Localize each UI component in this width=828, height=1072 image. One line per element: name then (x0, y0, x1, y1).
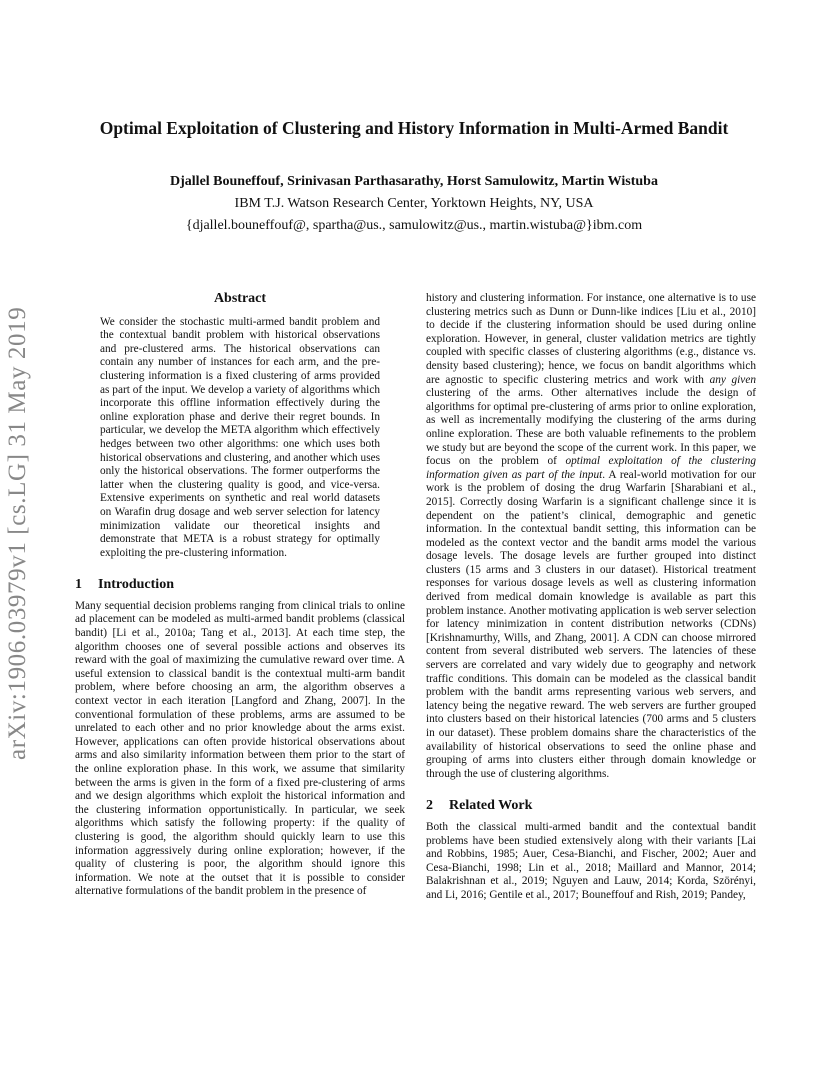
left-column (75, 292, 405, 899)
related-work-text: Both the classical multi-armed bandit and the contextual bandit problems have been studied extensively along with their variants [Lai and Robbins, 1985; Auer, Cesa-Bianchi, and Fischer, 2002; Auer and Cesa-Bianchi, 1998; Lin et al., 2018; Maillard and Mannor, 2014; Balakrishnan et al., 2019; Nguyen and Lauw, 2014; Korda, Szörényi, and Li, 2016; Gentile et al., 2017; Bouneffouf and Rish, 2019; Pandey, (426, 820, 756, 901)
abstract-text: We consider the stochastic multi-armed bandit problem and the contextual bandit problem with historical observations and pre-clustered arms. The historical observations can contain any number of instances for each arm, and the pre-clustering information is a fixed clustering of arms provided as part of the input. We develop a variety of algorithms which incorporate this offline information effectively during the online exploration phase and derive their regret bounds. In particular, we develop the META algorithm which effectively hedges between two other algorithms: one which uses both historical observations and clustering, and another which uses only the historical observations. The former outperforms the latter when the clustering quality is good, and vice-versa. Extensive experiments on synthetic and real world datasets on Warafin drug dosage and web server selection for latency minimization validate our theoretical insights and demonstrate that META is a robust strategy for optimally exploiting the pre-clustering information. (100, 315, 380, 559)
arxiv-stamp: arXiv:1906.03979v1 [cs.LG] 31 May 2019 (4, 306, 31, 760)
emphasis-text: any given (709, 373, 756, 386)
author-emails: {djallel.bouneffouf@, spartha@us., samulowitz@us., martin.wistuba@}ibm.com (185, 218, 643, 233)
intro-text: Many sequential decision problems ranging from clinical trials to online ad placement can be modeled as multi-armed bandit problems (classical bandit) [Li et al., 2010a; Tang et al., 2013]. At each time step, the algorithm chooses one of several possible actions and observes its reward with the goal of maximizing the cumulative reward over time. A useful extension to classical bandit is the contextual multi-arm bandit problem, where before choosing an arm, the algorithm observes a context vector in each iteration [Langford and Zhang, 2007]. In the conventional formulation of these problems, arms are assumed to be unrelated to each other and no prior knowledge about the arms exist. However, applications can often provide historical observations about arms and also similarity information between them prior to the start of the online exploration phase. In this work, we assume that similarity between the arms is given in the form of a fixed pre-clustering of arms and we design algorithms which exploit the historical information and the clustering information opportunistically. In particular, we seek algorithms which satisfy the following property: if the quality of clustering is good, the algorithm should quickly learn to use this information aggressively during online exploration; however, if the quality of clustering is poor, the algorithm should ignore this information. We note at the outset that it is possible to consider alternative formulations of the bandit problem in the presence of (75, 599, 405, 898)
section-title: Related Work (449, 798, 533, 814)
affiliation: IBM T.J. Watson Research Center, Yorktown Heights, NY, USA (234, 196, 594, 211)
paper-title: Optimal Exploitation of Clustering and History Information in Multi-Armed Bandit (99, 118, 729, 138)
emphasis-text: optimal exploitation of the clustering information given as part of the input (426, 455, 756, 481)
section-number: 1 (75, 577, 82, 593)
right-column (426, 292, 756, 903)
author-list: Djallel Bouneffouf, Srinivasan Parthasarathy, Horst Samulowitz, Martin Wistuba (170, 174, 658, 189)
paragraph-text: history and clustering information. For instance, one alternative is to use clustering metrics such as Dunn or Dunn-like indices [Liu et al., 2010] to decide if the clustering information should be used during online exploration. However, in general, cluster validation metrics are tightly coupled with specific classes of clustering algorithms (e.g., distance vs. density based clustering); hence, we focus on bandit algorithms which are agnostic to specific clustering metrics and work with (426, 292, 756, 386)
paragraph-text: clustering of the arms. Other alternatives include the design of algorithms for optimal pre-clustering of arms prior to online exploration, as well as incrementally modifying the clustering of the arms during online exploration. These are both valuable refinements to the problem we study but are beyond the scope of the current work. In this paper, we focus on the problem of (426, 387, 756, 468)
intro-heading (75, 578, 405, 592)
abstract-heading: Abstract (213, 291, 267, 306)
intro-continued-paragraph (426, 292, 756, 781)
section-number: 2 (426, 798, 433, 814)
related-work-heading (426, 799, 756, 813)
paragraph-text: . A real-world motivation for our work is the problem of dosing the drug Warfarin [Sharabiani et al., 2015]. Correctly dosing Warfarin is a significant challenge since it is dependent on the patient’s clinical, demographic and genetic information. In the contextual bandit setting, this information can be modeled as the context vector and the bandit arms model the various dosage levels. The dosage levels are further grouped into distinct clusters (15 arms and 3 clusters in our dataset). Historical treatment responses for various dosage levels as well as clustering information derived from medical domain knowledge is available as part this problem instance. Another motivating application is web server selection for latency minimization in content distribution networks (CDNs) [Krishnamurthy, Wills, and Zhang, 2001]. A CDN can choose mirrored content from several distributed web servers. The latencies of these servers are correlated and vary widely due to geography and network traffic conditions. This domain can be modeled as the classical bandit problem with the bandit arms representing various web servers, and latency being the negative reward. The web servers are further grouped into clusters based on their historical latencies (700 arms and 5 clusters in our dataset). These problem domains share the characteristics of the availability of historical observations to seed the online phase and grouping of arms into clusters either through domain knowledge or through the use of clustering algorithms. (426, 468, 756, 780)
section-title: Introduction (98, 577, 174, 593)
